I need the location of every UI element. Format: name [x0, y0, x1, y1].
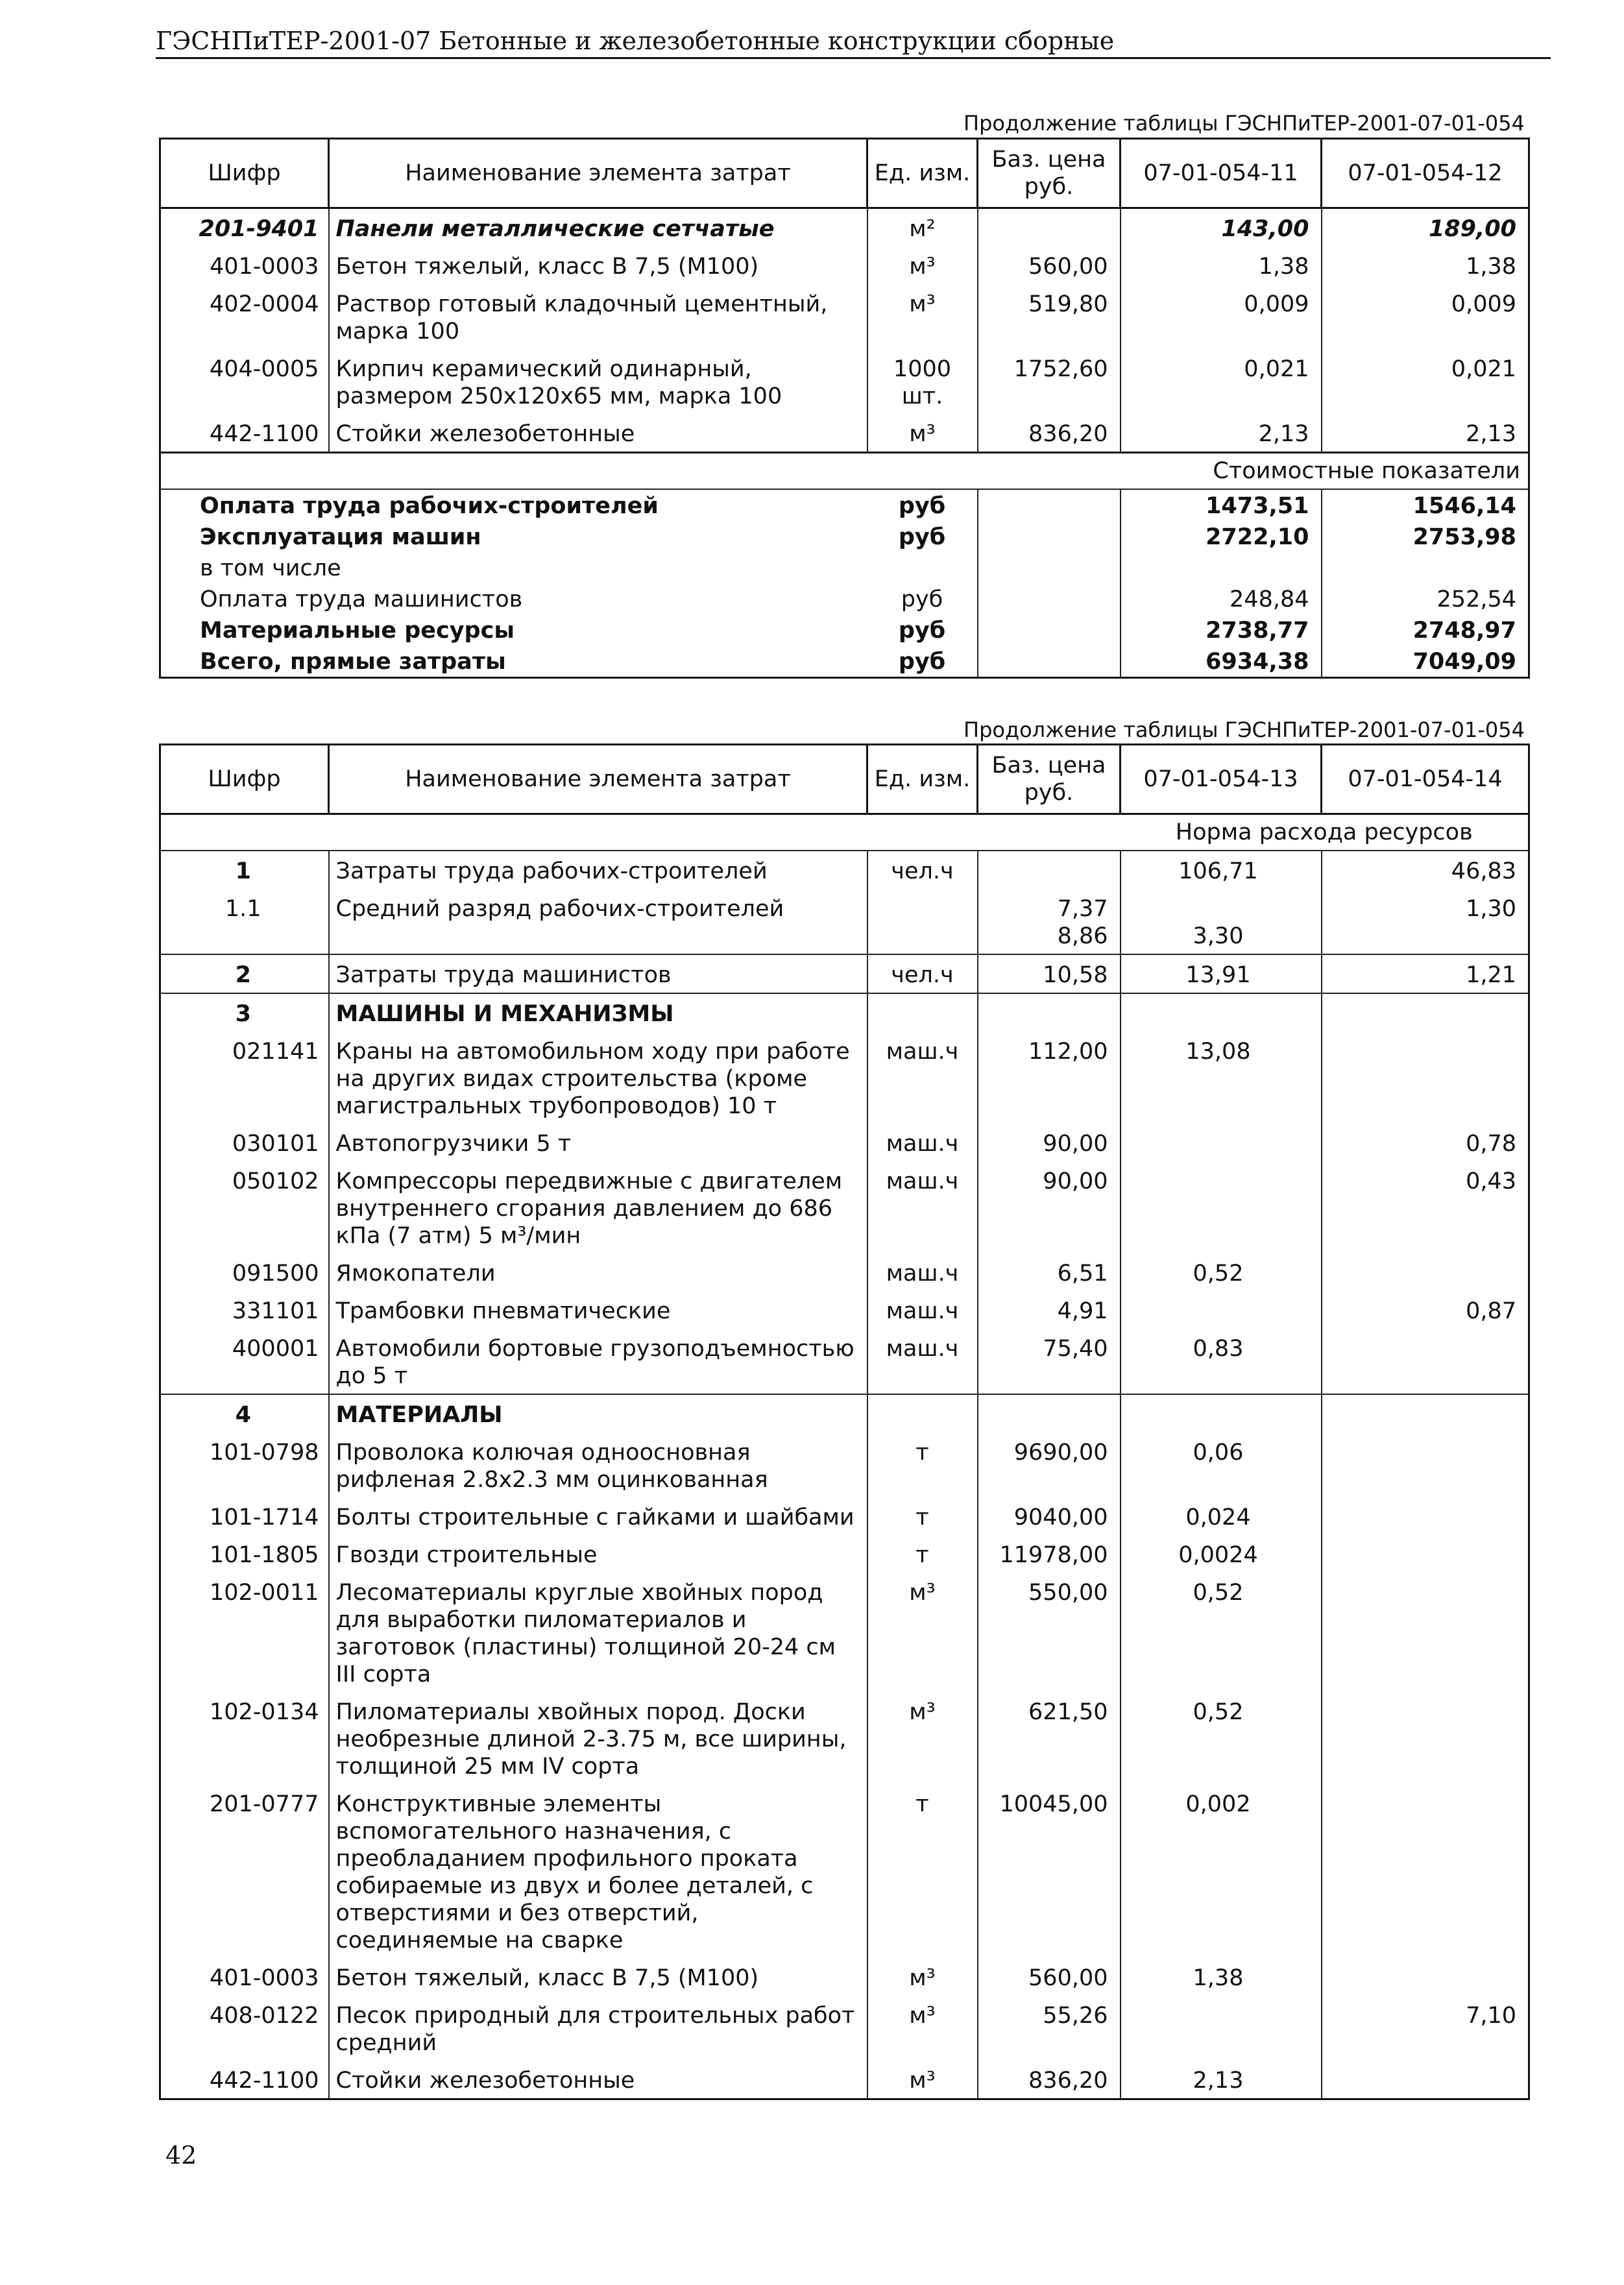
- resource-name: Панели металлические сетчатые: [329, 208, 867, 247]
- col-price-header: Баз. цена руб.: [978, 139, 1121, 208]
- price-cell: 550,00: [978, 1573, 1121, 1692]
- value-cell: [1121, 1161, 1322, 1253]
- price-cell: [978, 208, 1121, 247]
- resource-code: 402-0004: [160, 284, 329, 349]
- value-cell: 0,021: [1322, 349, 1529, 414]
- resource-code: 021141: [160, 1032, 329, 1124]
- value-cell: [1322, 1692, 1529, 1784]
- table-row: [160, 851, 1529, 889]
- resource-name: Компрессоры передвижные с двигателем внутреннего сгорания давлением до 686 кПа (7 атм) 5 м³/мин: [329, 1161, 867, 1253]
- value-cell: 1,38: [1121, 1958, 1322, 1996]
- value-cell: 248,84: [1121, 583, 1322, 614]
- running-header: ГЭСНПиТЕР-2001-07 Бетонные и железобетонные конструкции сборные: [156, 25, 1551, 59]
- table2: [159, 744, 1528, 2100]
- value-cell: 1,38: [1322, 247, 1529, 284]
- summary-row: [160, 614, 1529, 646]
- resource-name: Средний разряд рабочих-строителей: [329, 889, 867, 954]
- col-code-header: Шифр: [160, 745, 329, 814]
- table-row: [160, 954, 1529, 993]
- unit-cell: маш.ч: [867, 1291, 978, 1329]
- price-cell: [978, 646, 1121, 678]
- resource-name: Стойки железобетонные: [329, 2061, 867, 2099]
- value-cell: 2,13: [1322, 414, 1529, 453]
- value-cell: [1322, 552, 1529, 583]
- value-cell: [1121, 1124, 1322, 1161]
- resource-code: 400001: [160, 1329, 329, 1394]
- value-cell: 1,30: [1322, 889, 1529, 954]
- price-cell: [978, 993, 1121, 1032]
- summary-name: Всего, прямые затраты: [160, 646, 867, 678]
- value-cell: 1546,14: [1322, 489, 1529, 521]
- value-cell: [1121, 1291, 1322, 1329]
- table-row: [160, 1032, 1529, 1124]
- resource-code: 1: [160, 851, 329, 889]
- resource-code: 102-0134: [160, 1692, 329, 1784]
- value-cell: 1,21: [1322, 954, 1529, 993]
- resource-name: Затраты труда машинистов: [329, 954, 867, 993]
- summary-name: Материальные ресурсы: [160, 614, 867, 646]
- value-cell: 2,13: [1121, 2061, 1322, 2099]
- value-cell: 13,08: [1121, 1032, 1322, 1124]
- unit-cell: руб: [867, 521, 978, 552]
- col-name-header: Наименование элемента затрат: [329, 745, 867, 814]
- value-cell: 0,06: [1121, 1433, 1322, 1497]
- col-v1-header: 07-01-054-13: [1121, 745, 1322, 814]
- value-cell: 2738,77: [1121, 614, 1322, 646]
- price-cell: [978, 851, 1121, 889]
- section-row: [160, 453, 1529, 490]
- col-name-header: Наименование элемента затрат: [329, 139, 867, 208]
- value-cell: 7,10: [1322, 1996, 1529, 2061]
- price-cell: 4,91: [978, 1291, 1121, 1329]
- price-cell: [978, 614, 1121, 646]
- unit-cell: [867, 993, 978, 1032]
- value-cell: [1322, 1329, 1529, 1394]
- resource-name: Болты строительные с гайками и шайбами: [329, 1497, 867, 1535]
- table-row: [160, 1692, 1529, 1784]
- value-cell: [1322, 1573, 1529, 1692]
- value-cell: 106,71: [1121, 851, 1322, 889]
- value-cell: [1322, 1394, 1529, 1433]
- table2-caption: Продолжение таблицы ГЭСНПиТЕР-2001-07-01-054: [963, 718, 1525, 742]
- summary-name: Оплата труда рабочих-строителей: [160, 489, 867, 521]
- value-cell: 46,83: [1322, 851, 1529, 889]
- price-cell: 836,20: [978, 2061, 1121, 2099]
- unit-cell: маш.ч: [867, 1329, 978, 1394]
- resource-code: 2: [160, 954, 329, 993]
- table-row: [160, 1497, 1529, 1535]
- value-cell: 13,91: [1121, 954, 1322, 993]
- table-row: [160, 247, 1529, 284]
- unit-cell: [867, 552, 978, 583]
- col-unit-header: Ед. изм.: [867, 745, 978, 814]
- table-row: [160, 1161, 1529, 1253]
- table-row: [160, 1573, 1529, 1692]
- value-cell: [1322, 1535, 1529, 1573]
- table-row: [160, 1996, 1529, 2061]
- value-cell: 0,43: [1322, 1161, 1529, 1253]
- unit-cell: [867, 889, 978, 954]
- value-cell: 6934,38: [1121, 646, 1322, 678]
- unit-cell: м³: [867, 1958, 978, 1996]
- price-cell: 519,80: [978, 284, 1121, 349]
- price-cell: [978, 1394, 1121, 1433]
- value-cell: 0,0024: [1121, 1535, 1322, 1573]
- value-cell: [1322, 1433, 1529, 1497]
- resource-name: Затраты труда рабочих-строителей: [329, 851, 867, 889]
- resource-name: Кирпич керамический одинарный, размером 250х120х65 мм, марка 100: [329, 349, 867, 414]
- unit-cell: маш.ч: [867, 1124, 978, 1161]
- value-cell: 0,024: [1121, 1497, 1322, 1535]
- resource-code: 091500: [160, 1253, 329, 1291]
- table1: [159, 138, 1528, 679]
- resource-code: 1.1: [160, 889, 329, 954]
- resource-code: 401-0003: [160, 247, 329, 284]
- resource-name: Краны на автомобильном ходу при работе на других видах строительства (кроме магистральных трубопроводов) 10 т: [329, 1032, 867, 1124]
- col-unit-header: Ед. изм.: [867, 139, 978, 208]
- value-cell: 0,002: [1121, 1784, 1322, 1958]
- value-cell: 189,00: [1322, 208, 1529, 247]
- value-cell: 0,52: [1121, 1692, 1322, 1784]
- price-cell: 1752,60: [978, 349, 1121, 414]
- table-row: [160, 414, 1529, 453]
- value-cell: [1121, 993, 1322, 1032]
- table-row: [160, 993, 1529, 1032]
- price-cell: [978, 583, 1121, 614]
- table1-header-row: [160, 139, 1529, 208]
- value-cell: 0,009: [1322, 284, 1529, 349]
- col-code-header: Шифр: [160, 139, 329, 208]
- unit-cell: м³: [867, 1573, 978, 1692]
- value-cell: [1322, 1497, 1529, 1535]
- price-cell: 836,20: [978, 414, 1121, 453]
- value-cell: 1,38: [1121, 247, 1322, 284]
- unit-cell: т: [867, 1535, 978, 1573]
- resource-code: 4: [160, 1394, 329, 1433]
- section-row: [160, 814, 1529, 851]
- price-cell: 55,26: [978, 1996, 1121, 2061]
- resource-code: 101-1714: [160, 1497, 329, 1535]
- table-row: [160, 1958, 1529, 1996]
- summary-row: [160, 489, 1529, 521]
- value-cell: 7049,09: [1322, 646, 1529, 678]
- resource-code: 3: [160, 993, 329, 1032]
- price-cell: 11978,00: [978, 1535, 1121, 1573]
- value-cell: 2,13: [1121, 414, 1322, 453]
- unit-cell: м³: [867, 247, 978, 284]
- resource-code: 442-1100: [160, 2061, 329, 2099]
- unit-cell: маш.ч: [867, 1253, 978, 1291]
- resource-name: Стойки железобетонные: [329, 414, 867, 453]
- table-row: [160, 1329, 1529, 1394]
- unit-cell: т: [867, 1497, 978, 1535]
- price-cell: 112,00: [978, 1032, 1121, 1124]
- table-row: [160, 349, 1529, 414]
- resource-code: 442-1100: [160, 414, 329, 453]
- section-spacer: [160, 453, 1121, 490]
- value-cell: [1322, 1253, 1529, 1291]
- summary-row: [160, 521, 1529, 552]
- value-cell: 143,00: [1121, 208, 1322, 247]
- resource-code: 030101: [160, 1124, 329, 1161]
- value-cell: [1322, 1958, 1529, 1996]
- unit-cell: чел.ч: [867, 851, 978, 889]
- table-row: [160, 1291, 1529, 1329]
- table-row: [160, 1535, 1529, 1573]
- summary-row: [160, 583, 1529, 614]
- table-row: [160, 1124, 1529, 1161]
- resource-code: 101-0798: [160, 1433, 329, 1497]
- resource-name: Песок природный для строительных работ средний: [329, 1996, 867, 2061]
- value-cell: 1473,51: [1121, 489, 1322, 521]
- price-cell: 6,51: [978, 1253, 1121, 1291]
- table-row: [160, 1394, 1529, 1433]
- price-cell: 10045,00: [978, 1784, 1121, 1958]
- value-cell: 3,30: [1121, 889, 1322, 954]
- price-cell: 621,50: [978, 1692, 1121, 1784]
- col-v2-header: 07-01-054-12: [1322, 139, 1529, 208]
- page-number: 42: [165, 2141, 197, 2170]
- col-price-header: Баз. цена руб.: [978, 745, 1121, 814]
- resource-name: Проволока колючая одноосновная рифленая 2.8х2.3 мм оцинкованная: [329, 1433, 867, 1497]
- value-cell: 0,52: [1121, 1573, 1322, 1692]
- resource-code: 101-1805: [160, 1535, 329, 1573]
- value-cell: 2753,98: [1322, 521, 1529, 552]
- col-v1-header: 07-01-054-11: [1121, 139, 1322, 208]
- resource-name: Автомобили бортовые грузоподъемностью до 5 т: [329, 1329, 867, 1394]
- unit-cell: м³: [867, 1692, 978, 1784]
- unit-cell: т: [867, 1433, 978, 1497]
- unit-cell: м³: [867, 414, 978, 453]
- unit-cell: маш.ч: [867, 1161, 978, 1253]
- resource-name: Ямокопатели: [329, 1253, 867, 1291]
- resource-name: Лесоматериалы круглые хвойных пород для выработки пиломатериалов и заготовок (пластины) толщиной 20-24 см III сорта: [329, 1573, 867, 1692]
- value-cell: 2748,97: [1322, 614, 1529, 646]
- value-cell: [1322, 993, 1529, 1032]
- table-row: [160, 2061, 1529, 2099]
- value-cell: 0,52: [1121, 1253, 1322, 1291]
- price-cell: [978, 489, 1121, 521]
- summary-name: Оплата труда машинистов: [160, 583, 867, 614]
- value-cell: 2722,10: [1121, 521, 1322, 552]
- unit-cell: м³: [867, 1996, 978, 2061]
- resource-name: МАТЕРИАЛЫ: [329, 1394, 867, 1433]
- value-cell: [1322, 2061, 1529, 2099]
- table1-caption: Продолжение таблицы ГЭСНПиТЕР-2001-07-01-054: [963, 111, 1525, 136]
- unit-cell: маш.ч: [867, 1032, 978, 1124]
- price-cell: [978, 552, 1121, 583]
- resource-code: 331101: [160, 1291, 329, 1329]
- value-cell: 0,78: [1322, 1124, 1529, 1161]
- table-row: [160, 284, 1529, 349]
- resource-code: 050102: [160, 1161, 329, 1253]
- price-cell: 75,40: [978, 1329, 1121, 1394]
- price-cell: 560,00: [978, 1958, 1121, 1996]
- section-title: Норма расхода ресурсов: [1121, 814, 1529, 851]
- unit-cell: руб: [867, 583, 978, 614]
- value-cell: 0,87: [1322, 1291, 1529, 1329]
- table-row: [160, 1784, 1529, 1958]
- price-cell: [978, 521, 1121, 552]
- unit-cell: м³: [867, 2061, 978, 2099]
- col-v2-header: 07-01-054-14: [1322, 745, 1529, 814]
- resource-name: Гвозди строительные: [329, 1535, 867, 1573]
- section-title: Стоимостные показатели: [1121, 453, 1529, 490]
- summary-name: в том числе: [160, 552, 867, 583]
- resource-name: Трамбовки пневматические: [329, 1291, 867, 1329]
- table2-header-row: [160, 745, 1529, 814]
- resource-code: 408-0122: [160, 1996, 329, 2061]
- value-cell: 252,54: [1322, 583, 1529, 614]
- price-cell: 90,00: [978, 1124, 1121, 1161]
- section-spacer: [160, 814, 1121, 851]
- resource-code: 201-0777: [160, 1784, 329, 1958]
- resource-name: МАШИНЫ И МЕХАНИЗМЫ: [329, 993, 867, 1032]
- unit-cell: руб: [867, 614, 978, 646]
- value-cell: 0,009: [1121, 284, 1322, 349]
- value-cell: 0,021: [1121, 349, 1322, 414]
- resource-name: Раствор готовый кладочный цементный, марка 100: [329, 284, 867, 349]
- unit-cell: 1000 шт.: [867, 349, 978, 414]
- resource-code: 201-9401: [160, 208, 329, 247]
- table-row: [160, 1253, 1529, 1291]
- value-cell: [1322, 1032, 1529, 1124]
- value-cell: 0,83: [1121, 1329, 1322, 1394]
- price-cell: 560,00: [978, 247, 1121, 284]
- summary-row: [160, 552, 1529, 583]
- summary-name: Эксплуатация машин: [160, 521, 867, 552]
- summary-row: [160, 646, 1529, 678]
- table-row: [160, 1433, 1529, 1497]
- unit-cell: руб: [867, 489, 978, 521]
- unit-cell: руб: [867, 646, 978, 678]
- value-cell: [1121, 1394, 1322, 1433]
- unit-cell: м²: [867, 208, 978, 247]
- unit-cell: м³: [867, 284, 978, 349]
- resource-name: Бетон тяжелый, класс В 7,5 (М100): [329, 1958, 867, 1996]
- unit-cell: чел.ч: [867, 954, 978, 993]
- price-cell: 90,00: [978, 1161, 1121, 1253]
- price-cell: 9040,00: [978, 1497, 1121, 1535]
- resource-name: Пиломатериалы хвойных пород. Доски необрезные длиной 2-3.75 м, все ширины, толщиной 25 мм IV сорта: [329, 1692, 867, 1784]
- resource-name: Конструктивные элементы вспомогательного назначения, с преобладанием профильного проката собираемые из двух и более деталей, с отверстиями и без отверстий, соединяемые на сварке: [329, 1784, 867, 1958]
- resource-name: Бетон тяжелый, класс В 7,5 (М100): [329, 247, 867, 284]
- resource-code: 401-0003: [160, 1958, 329, 1996]
- table-row: [160, 208, 1529, 247]
- resource-code: 404-0005: [160, 349, 329, 414]
- table-row: [160, 889, 1529, 954]
- value-cell: [1121, 1996, 1322, 2061]
- price-cell: 10,58: [978, 954, 1121, 993]
- unit-cell: т: [867, 1784, 978, 1958]
- unit-cell: [867, 1394, 978, 1433]
- price-cell: 7,37 8,86: [978, 889, 1121, 954]
- price-cell: 9690,00: [978, 1433, 1121, 1497]
- resource-name: Автопогрузчики 5 т: [329, 1124, 867, 1161]
- value-cell: [1322, 1784, 1529, 1958]
- value-cell: [1121, 552, 1322, 583]
- resource-code: 102-0011: [160, 1573, 329, 1692]
